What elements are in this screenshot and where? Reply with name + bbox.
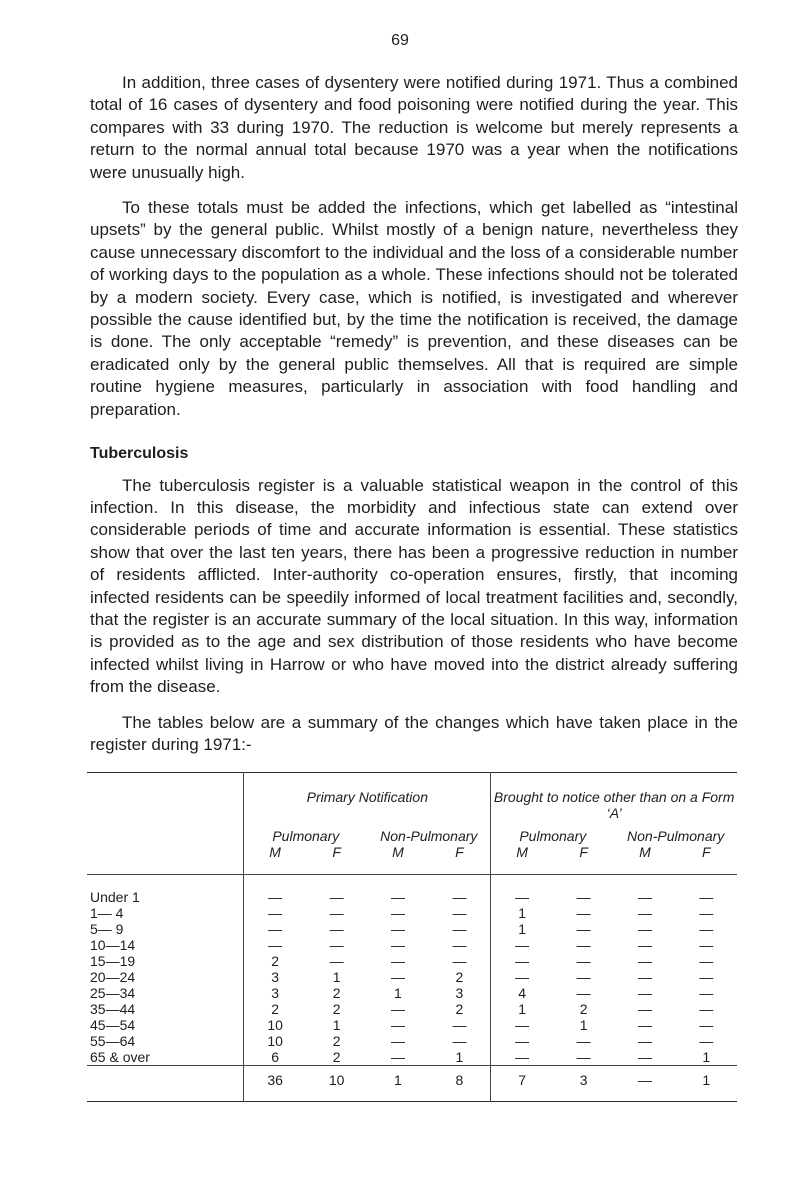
table-cell: 2 (455, 1000, 464, 1017)
table-row (87, 1049, 737, 1065)
table-cell: — (491, 953, 553, 969)
age-group-label: 55—64 (90, 1033, 136, 1049)
table-cell: — (576, 1032, 591, 1049)
sub-header: Pulmonary (491, 829, 615, 844)
age-group-label: Under 1 (90, 889, 140, 905)
table-cell: — (637, 952, 652, 969)
table-cell: 10 (244, 1033, 306, 1049)
age-group-label: 5— 9 (90, 921, 124, 937)
paragraph: To these totals must be added the infections, which get labelled as “intestinal upsets” by the general public. Whilst mostly of a benign nature, nevertheless they cause unnecessary discomfort to the individual and the loss of a considerable number of working days to the population as a whole. These infections should not be tolerated by a modern society. Every case, which is notified, is investigated and wherever possible the cause identified but, by the time the notification is received, the damage is done. The only acceptable “remedy” is prevention, and these diseases can be eradicated only by the general public themselves. All that is required are simple routine hygiene measures, particularly in association with food handling and preparation. (90, 198, 738, 419)
table-cell: — (452, 936, 467, 953)
table-cell: — (699, 952, 714, 969)
group-header-brought: Brought to notice other than on a Form ‘A’ (491, 773, 737, 830)
table-cell: 3 (244, 985, 306, 1001)
table-cell: — (452, 920, 467, 937)
table-cell: — (390, 1000, 405, 1017)
table-cell: — (699, 984, 714, 1001)
sex-label: M (639, 844, 651, 860)
table-cell: — (452, 1032, 467, 1049)
sex-label: M (392, 844, 404, 860)
table-cell: — (452, 904, 467, 921)
table-cell: — (390, 904, 405, 921)
register-table (87, 772, 737, 1102)
table-cell: — (329, 952, 344, 969)
table-cell: — (329, 936, 344, 953)
tuberculosis-register-table (87, 772, 737, 1102)
table-cell: 2 (579, 1000, 588, 1017)
table-cell: — (637, 1048, 652, 1065)
sex-label: M (491, 844, 553, 874)
table-cell: — (491, 1049, 553, 1065)
table-cell: — (637, 936, 652, 953)
table-cell: — (244, 905, 306, 921)
table-cell: — (329, 888, 344, 905)
table-row (87, 937, 737, 953)
table-cell: — (699, 968, 714, 985)
table-cell: 1 (394, 984, 402, 1001)
table-cell: 3 (455, 984, 464, 1001)
sex-label: F (702, 844, 711, 860)
table-cell: — (390, 888, 405, 905)
table-cell: 1 (702, 1048, 711, 1065)
table-cell: 1 (332, 1016, 341, 1033)
table-row (87, 1017, 737, 1033)
sex-label: F (455, 844, 464, 860)
table-cell: — (637, 1016, 652, 1033)
age-group-label: 10—14 (90, 937, 136, 953)
table-cell: — (390, 1048, 405, 1065)
age-header-blank (87, 773, 244, 875)
table-cell: 2 (332, 984, 341, 1001)
table-row (87, 905, 737, 921)
table-cell: — (637, 888, 652, 905)
total-cell: 10 (328, 1072, 345, 1088)
table-cell: — (699, 920, 714, 937)
age-group-label: 35—44 (90, 1001, 136, 1017)
table-cell: 2 (244, 1001, 306, 1017)
total-cell: 36 (244, 1066, 306, 1102)
total-cell: — (637, 1072, 652, 1088)
table-cell: — (244, 875, 306, 906)
table-cell: — (390, 952, 405, 969)
table-cell: — (637, 1000, 652, 1017)
table-row (87, 921, 737, 937)
table-cell: — (576, 1048, 591, 1065)
paragraph: The tuberculosis register is a valuable statistical weapon in the control of this infection. In this disease, the morbidity and infectious state can extend over considerable periods of time and accurate information is essential. These statistics show that over the last ten years, there has been a progressive reduction in number of residents afflicted. Inter-authority co-operation ensures, firstly, that incoming infected residents can be speedily informed of local treatment facilities and, secondly, that the register is an accurate summary of the local situation. In this way, information is provided as to the age and sex distribution of those residents who have become infected whilst living in Harrow or who have moved into the district already suffering from the disease. (90, 475, 738, 697)
table-cell: 1 (491, 905, 553, 921)
totals-row (87, 1066, 737, 1102)
table-cell: — (244, 937, 306, 953)
table-cell: 4 (491, 985, 553, 1001)
table-cell: 6 (244, 1049, 306, 1065)
table-row (87, 875, 737, 906)
totals-label-blank (87, 1066, 244, 1102)
table-cell: 1 (455, 1048, 464, 1065)
table-row (87, 1001, 737, 1017)
table-cell: 1 (579, 1016, 588, 1033)
age-group-label: 15—19 (90, 953, 136, 969)
table-cell: 2 (332, 1048, 341, 1065)
sex-label: F (332, 844, 341, 860)
paragraph: In addition, three cases of dysentery were notified during 1971. Thus a combined total of 16 cases of dysentery and food poisoning were notified during the year. This compares with 33 during 1970. The reduction is welcome but merely represents a return to the normal annual total because 1970 was a year when the notifications were unusually high. (90, 73, 738, 182)
table-cell: — (637, 984, 652, 1001)
table-cell: — (452, 888, 467, 905)
table-cell: — (637, 1032, 652, 1049)
age-group-label: 65 & over (90, 1049, 150, 1065)
group-header-primary: Primary Notification (244, 773, 491, 830)
table-cell: — (390, 920, 405, 937)
table-cell: — (576, 936, 591, 953)
body-text (90, 72, 738, 769)
total-cell: 7 (491, 1066, 553, 1102)
sub-header: Non-Pulmonary (380, 828, 478, 844)
table-cell: — (491, 875, 553, 906)
table-cell: — (576, 920, 591, 937)
age-group-label: 1— 4 (90, 905, 124, 921)
table-cell: — (390, 1016, 405, 1033)
table-cell: — (576, 888, 591, 905)
table-cell: — (699, 936, 714, 953)
table-row (87, 969, 737, 985)
sub-header: Pulmonary (244, 829, 368, 844)
table-cell: 10 (244, 1017, 306, 1033)
table-cell: 3 (244, 969, 306, 985)
total-cell: 3 (579, 1072, 588, 1088)
table-cell: — (699, 904, 714, 921)
paragraph: The tables below are a summary of the changes which have taken place in the register during 1971:- (90, 712, 738, 754)
table-cell: — (390, 936, 405, 953)
table-row (87, 1033, 737, 1049)
sex-label: F (579, 844, 588, 860)
table-cell: 2 (244, 953, 306, 969)
page-number: 69 (391, 32, 409, 49)
total-cell: 1 (394, 1072, 402, 1088)
table-cell: — (329, 904, 344, 921)
table-cell: — (491, 969, 553, 985)
table-cell: 1 (491, 921, 553, 937)
table-row (87, 985, 737, 1001)
table-cell: — (637, 920, 652, 937)
sex-label: M (244, 844, 306, 874)
table-cell: — (452, 1016, 467, 1033)
table-cell: — (699, 1032, 714, 1049)
table-cell: — (576, 904, 591, 921)
table-cell: — (576, 952, 591, 969)
table-cell: — (390, 968, 405, 985)
table-cell: 2 (455, 968, 464, 985)
table-cell: 2 (332, 1032, 341, 1049)
total-cell: 8 (455, 1072, 464, 1088)
table-cell: — (699, 1016, 714, 1033)
table-cell: — (576, 984, 591, 1001)
table-cell: — (637, 968, 652, 985)
table-body (87, 875, 737, 1102)
age-group-label: 20—24 (90, 969, 136, 985)
table-cell: — (452, 952, 467, 969)
table-cell: — (244, 921, 306, 937)
table-cell: 1 (332, 968, 341, 985)
age-group-label: 25—34 (90, 985, 136, 1001)
table-row (87, 953, 737, 969)
total-cell: 1 (702, 1072, 711, 1088)
table-cell: — (491, 1017, 553, 1033)
table-cell: — (329, 920, 344, 937)
table-cell: — (491, 937, 553, 953)
table-cell: — (491, 1033, 553, 1049)
table-cell: 2 (332, 1000, 341, 1017)
table-cell: — (637, 904, 652, 921)
table-cell: 1 (491, 1001, 553, 1017)
table-cell: — (699, 1000, 714, 1017)
table-cell: — (699, 888, 714, 905)
age-group-label: 45—54 (90, 1017, 136, 1033)
table-cell: — (390, 1032, 405, 1049)
section-heading: Tuberculosis (90, 445, 189, 463)
table-cell: — (576, 968, 591, 985)
sub-header: Non-Pulmonary (627, 828, 725, 844)
